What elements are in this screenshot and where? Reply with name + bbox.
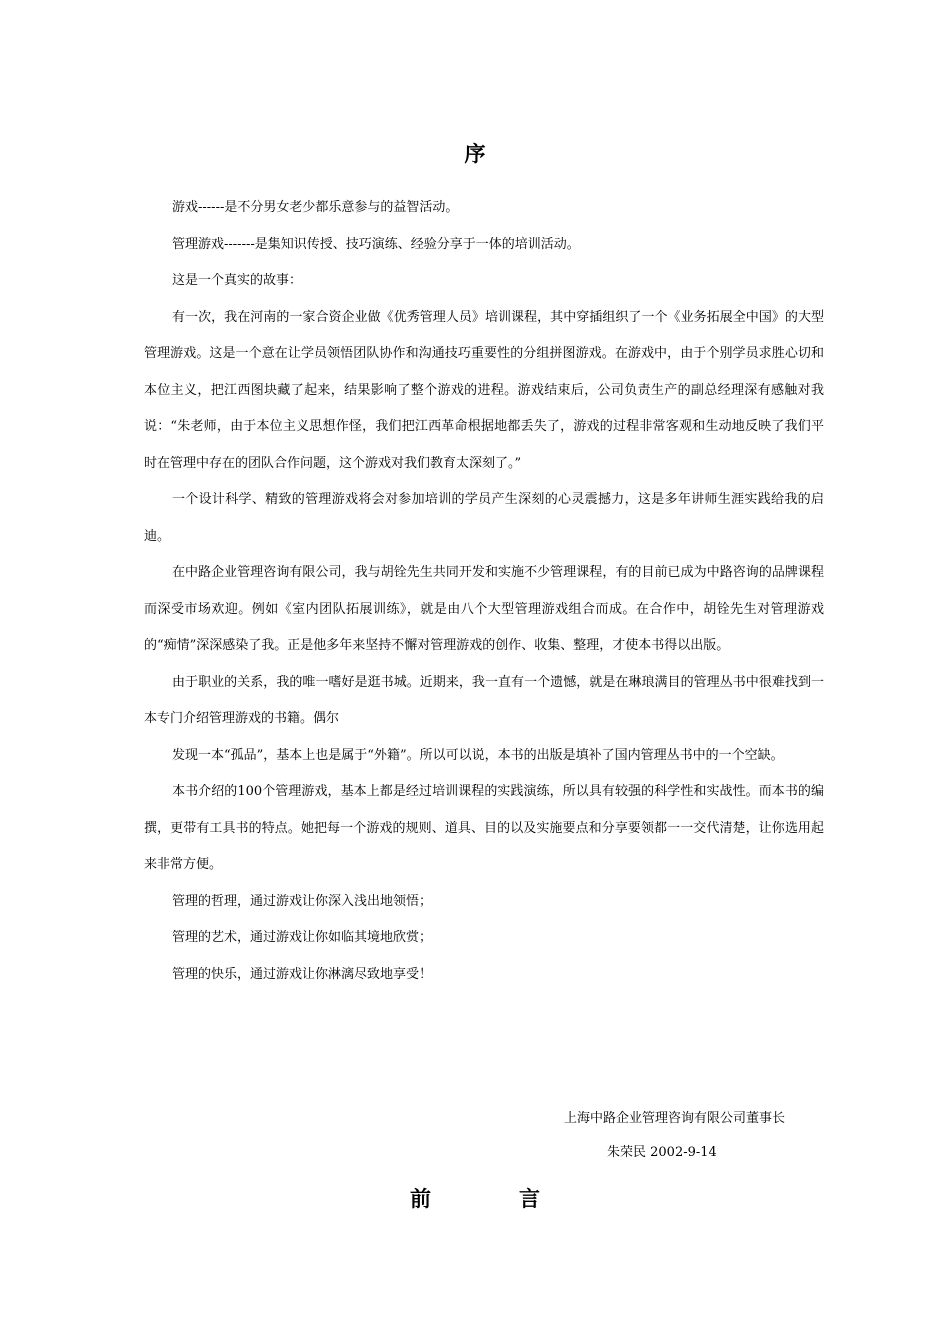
paragraph: 一个设计科学、精致的管理游戏将会对参加培训的学员产生深刻的心灵震撼力，这是多年讲师生涯实践给我的启迪。 bbox=[144, 492, 824, 544]
paragraph: 管理的快乐，通过游戏让你淋漓尽致地享受！ bbox=[172, 966, 433, 982]
paragraph: 游戏------是不分男女老少都乐意参与的益智活动。 bbox=[172, 200, 459, 215]
paragraph: 管理的哲理，通过游戏让你深入浅出地领悟； bbox=[172, 893, 433, 909]
paragraph: 在中路企业管理咨询有限公司，我与胡铨先生共同开发和实施不少管理课程，有的目前已成为中路咨询的品牌课程而深受市场欢迎。例如《室内团队拓展训练》，就是由八个大型管理游戏组合而成。在合作中，胡铨先生对管理游戏的“痴情”深深感染了我。正是他多年来坚持不懈对管理游戏的创作、收集、整理，才使本书得以出版。 bbox=[144, 565, 824, 653]
signature-organization: 上海中路企业管理咨询有限公司董事长 bbox=[564, 1111, 786, 1126]
paragraph: 这是一个真实的故事： bbox=[172, 273, 303, 288]
paragraph: 管理游戏-------是集知识传授、技巧演练、经验分享于一体的培训活动。 bbox=[172, 236, 580, 252]
paragraph: 发现一本“孤品”，基本上也是属于“外籍”。所以可以说，本书的出版是填补了国内管理丛书中的一个空缺。 bbox=[172, 747, 784, 763]
signature-name-date: 朱荣民 2002-9-14 bbox=[607, 1145, 717, 1160]
foreword-title-char: 言 bbox=[519, 1187, 540, 1211]
paragraph: 有一次，我在河南的一家合资企业做《优秀管理人员》培训课程，其中穿插组织了一个《业务拓展全中国》的大型管理游戏。这是一个意在让学员领悟团队协作和沟通技巧重要性的分组拼图游戏。在游戏中，由于个别学员求胜心切和本位主义，把江西图块藏了起来，结果影响了整个游戏的进程。游戏结束后，公司负责生产的副总经理深有感触对我说：“朱老师，由于本位主义思想作怪，我们把江西革命根据地都丢失了，游戏的过程非常客观和生动地反映了我们平时在管理中存在的团队合作问题，这个游戏对我们教育太深刻了。” bbox=[144, 309, 824, 471]
paragraph: 由于职业的关系，我的唯一嗜好是逛书城。近期来，我一直有一个遗憾，就是在琳琅满目的管理丛书中很难找到一本专门介绍管理游戏的书籍。偶尔 bbox=[144, 674, 824, 726]
preface-body bbox=[144, 190, 824, 993]
paragraph: 管理的艺术，通过游戏让你如临其境地欣赏； bbox=[172, 930, 433, 945]
paragraph: 本书介绍的100个管理游戏，基本上都是经过培训课程的实践演练，所以具有较强的科学性和实战性。而本书的编撰，更带有工具书的特点。她把每一个游戏的规则、道具、目的以及实施要点和分享要领都一一交代清楚，让你选用起来非常方便。 bbox=[144, 784, 824, 872]
foreword-title bbox=[0, 1183, 950, 1213]
foreword-title-char: 前 bbox=[410, 1187, 431, 1211]
preface-title: 序 bbox=[464, 142, 486, 166]
